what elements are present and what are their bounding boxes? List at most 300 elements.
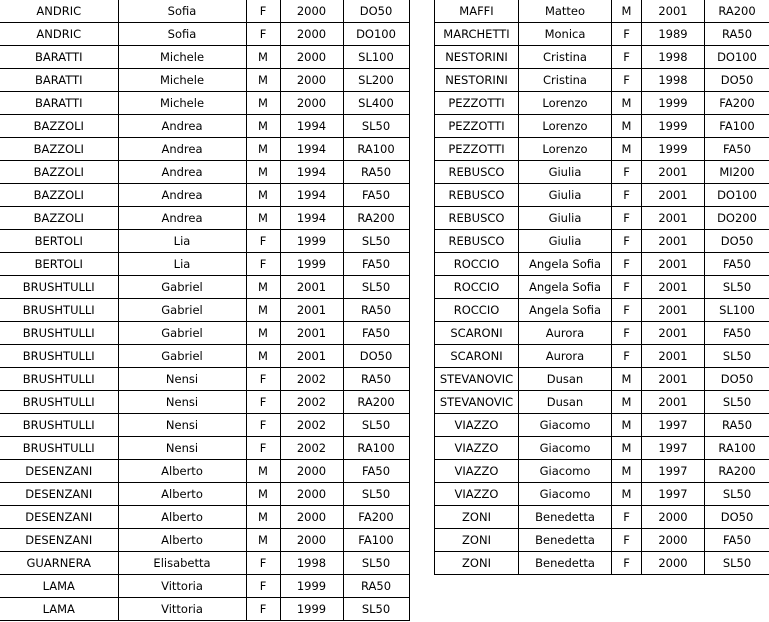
sex-cell: M <box>246 345 280 368</box>
birth-year-cell: 1999 <box>642 115 705 138</box>
surname-cell: BRUSHTULLI <box>0 414 118 437</box>
firstname-cell: Sofia <box>118 0 246 23</box>
surname-cell: BARATTI <box>0 92 118 115</box>
table-row <box>0 598 409 621</box>
birth-year-cell: 2001 <box>642 253 705 276</box>
sex-cell: F <box>612 23 642 46</box>
birth-year-cell: 2000 <box>280 0 343 23</box>
surname-cell: BERTOLI <box>0 253 118 276</box>
event-cell: RA50 <box>343 161 409 184</box>
sex-cell: M <box>246 92 280 115</box>
event-cell: SL50 <box>705 552 769 575</box>
sex-cell: M <box>246 184 280 207</box>
event-cell: RA100 <box>705 437 769 460</box>
firstname-cell: Andrea <box>118 115 246 138</box>
surname-cell: BRUSHTULLI <box>0 322 118 345</box>
sex-cell: F <box>246 23 280 46</box>
event-cell: DO200 <box>705 207 769 230</box>
firstname-cell: Vittoria <box>118 575 246 598</box>
surname-cell: BRUSHTULLI <box>0 368 118 391</box>
surname-cell: BRUSHTULLI <box>0 276 118 299</box>
birth-year-cell: 2001 <box>280 299 343 322</box>
firstname-cell: Michele <box>118 46 246 69</box>
sex-cell: M <box>246 207 280 230</box>
table-row <box>0 299 409 322</box>
table-row <box>435 207 769 230</box>
event-cell: SL50 <box>705 345 769 368</box>
birth-year-cell: 2001 <box>642 345 705 368</box>
table-row <box>435 115 769 138</box>
table-row <box>435 437 769 460</box>
event-cell: FA50 <box>343 322 409 345</box>
firstname-cell: Matteo <box>519 0 612 23</box>
event-cell: FA50 <box>343 460 409 483</box>
table-row <box>435 230 769 253</box>
surname-cell: BAZZOLI <box>0 138 118 161</box>
firstname-cell: Alberto <box>118 483 246 506</box>
sex-cell: M <box>246 529 280 552</box>
firstname-cell: Giulia <box>519 207 612 230</box>
surname-cell: ROCCIO <box>435 276 519 299</box>
surname-cell: LAMA <box>0 598 118 621</box>
birth-year-cell: 2001 <box>642 0 705 23</box>
firstname-cell: Dusan <box>519 391 612 414</box>
table-row <box>0 506 409 529</box>
sex-cell: M <box>246 138 280 161</box>
event-cell: DO50 <box>705 230 769 253</box>
firstname-cell: Angela Sofia <box>519 253 612 276</box>
surname-cell: PEZZOTTI <box>435 92 519 115</box>
firstname-cell: Andrea <box>118 184 246 207</box>
sex-cell: F <box>612 230 642 253</box>
event-cell: SL100 <box>343 46 409 69</box>
surname-cell: LAMA <box>0 575 118 598</box>
sex-cell: M <box>246 322 280 345</box>
surname-cell: VIAZZO <box>435 460 519 483</box>
event-cell: SL50 <box>343 598 409 621</box>
surname-cell: VIAZZO <box>435 414 519 437</box>
sex-cell: F <box>612 299 642 322</box>
event-cell: DO50 <box>705 69 769 92</box>
table-row <box>435 529 769 552</box>
birth-year-cell: 1999 <box>642 138 705 161</box>
firstname-cell: Alberto <box>118 529 246 552</box>
firstname-cell: Andrea <box>118 207 246 230</box>
sex-cell: F <box>612 506 642 529</box>
sex-cell: M <box>612 92 642 115</box>
table-row <box>435 69 769 92</box>
event-cell: RA50 <box>705 414 769 437</box>
event-cell: DO50 <box>705 506 769 529</box>
sex-cell: F <box>612 253 642 276</box>
sex-cell: F <box>612 345 642 368</box>
sex-cell: F <box>246 598 280 621</box>
table-row <box>0 437 409 460</box>
sex-cell: M <box>612 391 642 414</box>
event-cell: RA200 <box>343 207 409 230</box>
birth-year-cell: 2001 <box>642 184 705 207</box>
surname-cell: STEVANOVIC <box>435 391 519 414</box>
firstname-cell: Nensi <box>118 391 246 414</box>
event-cell: SL200 <box>343 69 409 92</box>
table-row <box>0 115 409 138</box>
firstname-cell: Dusan <box>519 368 612 391</box>
table-row <box>435 322 769 345</box>
surname-cell: ZONI <box>435 529 519 552</box>
firstname-cell: Cristina <box>519 69 612 92</box>
firstname-cell: Gabriel <box>118 345 246 368</box>
event-cell: DO100 <box>705 184 769 207</box>
firstname-cell: Giulia <box>519 184 612 207</box>
sex-cell: M <box>246 46 280 69</box>
sex-cell: F <box>612 322 642 345</box>
event-cell: FA100 <box>705 115 769 138</box>
event-cell: RA200 <box>705 460 769 483</box>
birth-year-cell: 2001 <box>280 345 343 368</box>
sex-cell: F <box>612 69 642 92</box>
event-cell: SL50 <box>705 391 769 414</box>
event-cell: FA50 <box>705 138 769 161</box>
table-row <box>0 253 409 276</box>
birth-year-cell: 2001 <box>642 368 705 391</box>
surname-cell: BERTOLI <box>0 230 118 253</box>
sex-cell: F <box>246 437 280 460</box>
sex-cell: F <box>612 529 642 552</box>
birth-year-cell: 1998 <box>642 46 705 69</box>
table-row <box>0 460 409 483</box>
table-row <box>0 368 409 391</box>
sex-cell: F <box>246 368 280 391</box>
surname-cell: SCARONI <box>435 322 519 345</box>
event-cell: RA200 <box>343 391 409 414</box>
firstname-cell: Michele <box>118 92 246 115</box>
sex-cell: F <box>612 46 642 69</box>
surname-cell: REBUSCO <box>435 184 519 207</box>
event-cell: FA50 <box>705 322 769 345</box>
table-row <box>0 552 409 575</box>
event-cell: FA50 <box>705 253 769 276</box>
birth-year-cell: 1997 <box>642 414 705 437</box>
surname-cell: ROCCIO <box>435 299 519 322</box>
table-row <box>0 345 409 368</box>
birth-year-cell: 2000 <box>642 552 705 575</box>
event-cell: SL50 <box>343 414 409 437</box>
birth-year-cell: 2000 <box>280 529 343 552</box>
sex-cell: F <box>612 207 642 230</box>
firstname-cell: Michele <box>118 69 246 92</box>
surname-cell: PEZZOTTI <box>435 138 519 161</box>
surname-cell: VIAZZO <box>435 483 519 506</box>
sex-cell: F <box>246 552 280 575</box>
event-cell: SL100 <box>705 299 769 322</box>
table-row <box>0 69 409 92</box>
surname-cell: DESENZANI <box>0 483 118 506</box>
table-row <box>0 23 409 46</box>
surname-cell: MAFFI <box>435 0 519 23</box>
event-cell: DO100 <box>343 23 409 46</box>
firstname-cell: Benedetta <box>519 552 612 575</box>
table-row <box>0 575 409 598</box>
table-row <box>0 184 409 207</box>
roster-table-right <box>434 0 769 575</box>
table-row <box>435 138 769 161</box>
event-cell: SL50 <box>343 276 409 299</box>
sex-cell: F <box>246 414 280 437</box>
event-cell: FA200 <box>343 506 409 529</box>
firstname-cell: Benedetta <box>519 506 612 529</box>
sex-cell: M <box>612 368 642 391</box>
table-row <box>0 276 409 299</box>
event-cell: RA50 <box>705 23 769 46</box>
birth-year-cell: 2000 <box>642 529 705 552</box>
firstname-cell: Lorenzo <box>519 115 612 138</box>
table-row <box>435 23 769 46</box>
firstname-cell: Andrea <box>118 161 246 184</box>
surname-cell: ZONI <box>435 552 519 575</box>
surname-cell: NESTORINI <box>435 46 519 69</box>
sex-cell: M <box>612 138 642 161</box>
surname-cell: BRUSHTULLI <box>0 345 118 368</box>
birth-year-cell: 2002 <box>280 368 343 391</box>
table-row <box>0 230 409 253</box>
event-cell: RA50 <box>343 575 409 598</box>
event-cell: SL50 <box>343 115 409 138</box>
table-row <box>435 414 769 437</box>
roster-table-right-body <box>435 0 769 575</box>
event-cell: FA50 <box>343 184 409 207</box>
event-cell: FA100 <box>343 529 409 552</box>
event-cell: RA100 <box>343 138 409 161</box>
firstname-cell: Lia <box>118 253 246 276</box>
table-row <box>435 0 769 23</box>
event-cell: DO100 <box>705 46 769 69</box>
event-cell: DO50 <box>343 0 409 23</box>
birth-year-cell: 2001 <box>642 322 705 345</box>
birth-year-cell: 1994 <box>280 115 343 138</box>
surname-cell: VIAZZO <box>435 437 519 460</box>
table-row <box>435 299 769 322</box>
surname-cell: ANDRIC <box>0 23 118 46</box>
surname-cell: REBUSCO <box>435 161 519 184</box>
birth-year-cell: 2002 <box>280 391 343 414</box>
sex-cell: F <box>612 276 642 299</box>
table-row <box>0 322 409 345</box>
table-row <box>0 46 409 69</box>
table-row <box>0 414 409 437</box>
firstname-cell: Angela Sofia <box>519 276 612 299</box>
birth-year-cell: 2000 <box>280 23 343 46</box>
birth-year-cell: 2001 <box>280 276 343 299</box>
sex-cell: F <box>612 184 642 207</box>
firstname-cell: Nensi <box>118 414 246 437</box>
event-cell: DO50 <box>343 345 409 368</box>
table-row <box>435 460 769 483</box>
table-row <box>0 529 409 552</box>
birth-year-cell: 2002 <box>280 414 343 437</box>
surname-cell: BRUSHTULLI <box>0 299 118 322</box>
birth-year-cell: 2000 <box>280 69 343 92</box>
birth-year-cell: 1998 <box>280 552 343 575</box>
birth-year-cell: 2001 <box>642 161 705 184</box>
birth-year-cell: 2001 <box>642 391 705 414</box>
surname-cell: SCARONI <box>435 345 519 368</box>
birth-year-cell: 2001 <box>280 322 343 345</box>
surname-cell: BARATTI <box>0 46 118 69</box>
firstname-cell: Benedetta <box>519 529 612 552</box>
firstname-cell: Lia <box>118 230 246 253</box>
birth-year-cell: 2001 <box>642 276 705 299</box>
table-row <box>0 161 409 184</box>
birth-year-cell: 2000 <box>280 46 343 69</box>
birth-year-cell: 2000 <box>280 92 343 115</box>
sex-cell: F <box>246 391 280 414</box>
table-row <box>435 552 769 575</box>
table-row <box>435 161 769 184</box>
sex-cell: M <box>246 69 280 92</box>
sex-cell: F <box>612 161 642 184</box>
table-row <box>0 207 409 230</box>
event-cell: RA200 <box>705 0 769 23</box>
birth-year-cell: 1997 <box>642 483 705 506</box>
sex-cell: M <box>612 115 642 138</box>
surname-cell: PEZZOTTI <box>435 115 519 138</box>
birth-year-cell: 2001 <box>642 207 705 230</box>
event-cell: SL50 <box>343 483 409 506</box>
birth-year-cell: 1999 <box>642 92 705 115</box>
firstname-cell: Giacomo <box>519 460 612 483</box>
table-row <box>435 345 769 368</box>
firstname-cell: Angela Sofia <box>519 299 612 322</box>
surname-cell: DESENZANI <box>0 506 118 529</box>
surname-cell: BAZZOLI <box>0 161 118 184</box>
firstname-cell: Giacomo <box>519 483 612 506</box>
birth-year-cell: 1994 <box>280 184 343 207</box>
table-row <box>0 483 409 506</box>
event-cell: FA50 <box>705 529 769 552</box>
surname-cell: DESENZANI <box>0 460 118 483</box>
table-row <box>435 483 769 506</box>
sex-cell: F <box>246 230 280 253</box>
surname-cell: DESENZANI <box>0 529 118 552</box>
surname-cell: STEVANOVIC <box>435 368 519 391</box>
table-row <box>435 46 769 69</box>
surname-cell: REBUSCO <box>435 230 519 253</box>
surname-cell: BRUSHTULLI <box>0 437 118 460</box>
firstname-cell: Elisabetta <box>118 552 246 575</box>
firstname-cell: Gabriel <box>118 276 246 299</box>
table-row <box>435 506 769 529</box>
birth-year-cell: 1994 <box>280 161 343 184</box>
surname-cell: MARCHETTI <box>435 23 519 46</box>
firstname-cell: Gabriel <box>118 299 246 322</box>
surname-cell: BAZZOLI <box>0 115 118 138</box>
firstname-cell: Alberto <box>118 460 246 483</box>
sex-cell: F <box>612 552 642 575</box>
firstname-cell: Vittoria <box>118 598 246 621</box>
sex-cell: M <box>246 161 280 184</box>
event-cell: RA50 <box>343 368 409 391</box>
sex-cell: M <box>246 483 280 506</box>
sex-cell: M <box>612 0 642 23</box>
table-row <box>435 391 769 414</box>
table-row <box>435 92 769 115</box>
birth-year-cell: 1998 <box>642 69 705 92</box>
table-row <box>0 0 409 23</box>
event-cell: MI200 <box>705 161 769 184</box>
event-cell: DO50 <box>705 368 769 391</box>
birth-year-cell: 1999 <box>280 230 343 253</box>
sex-cell: M <box>612 483 642 506</box>
sex-cell: F <box>246 253 280 276</box>
event-cell: FA200 <box>705 92 769 115</box>
sex-cell: M <box>246 460 280 483</box>
sex-cell: M <box>246 276 280 299</box>
firstname-cell: Monica <box>519 23 612 46</box>
birth-year-cell: 2000 <box>280 483 343 506</box>
sex-cell: M <box>612 414 642 437</box>
event-cell: SL400 <box>343 92 409 115</box>
firstname-cell: Nensi <box>118 437 246 460</box>
surname-cell: BAZZOLI <box>0 184 118 207</box>
table-row <box>0 138 409 161</box>
sex-cell: M <box>612 460 642 483</box>
surname-cell: ZONI <box>435 506 519 529</box>
firstname-cell: Giacomo <box>519 414 612 437</box>
firstname-cell: Giacomo <box>519 437 612 460</box>
firstname-cell: Lorenzo <box>519 138 612 161</box>
firstname-cell: Sofia <box>118 23 246 46</box>
table-row <box>0 92 409 115</box>
firstname-cell: Andrea <box>118 138 246 161</box>
firstname-cell: Gabriel <box>118 322 246 345</box>
birth-year-cell: 1999 <box>280 598 343 621</box>
firstname-cell: Lorenzo <box>519 92 612 115</box>
surname-cell: BAZZOLI <box>0 207 118 230</box>
sex-cell: M <box>246 299 280 322</box>
surname-cell: ROCCIO <box>435 253 519 276</box>
surname-cell: NESTORINI <box>435 69 519 92</box>
table-row <box>0 391 409 414</box>
event-cell: FA50 <box>343 253 409 276</box>
event-cell: SL50 <box>705 276 769 299</box>
birth-year-cell: 1997 <box>642 437 705 460</box>
sex-cell: M <box>246 506 280 529</box>
firstname-cell: Cristina <box>519 46 612 69</box>
birth-year-cell: 2001 <box>642 230 705 253</box>
sex-cell: M <box>612 437 642 460</box>
surname-cell: GUARNERA <box>0 552 118 575</box>
birth-year-cell: 1994 <box>280 138 343 161</box>
birth-year-cell: 2002 <box>280 437 343 460</box>
event-cell: SL50 <box>343 552 409 575</box>
sex-cell: M <box>246 115 280 138</box>
sex-cell: F <box>246 575 280 598</box>
surname-cell: ANDRIC <box>0 0 118 23</box>
birth-year-cell: 1997 <box>642 460 705 483</box>
firstname-cell: Giulia <box>519 161 612 184</box>
firstname-cell: Aurora <box>519 322 612 345</box>
birth-year-cell: 2000 <box>280 460 343 483</box>
table-row <box>435 368 769 391</box>
event-cell: SL50 <box>705 483 769 506</box>
firstname-cell: Alberto <box>118 506 246 529</box>
birth-year-cell: 1999 <box>280 253 343 276</box>
surname-cell: BARATTI <box>0 69 118 92</box>
table-row <box>435 276 769 299</box>
birth-year-cell: 1994 <box>280 207 343 230</box>
birth-year-cell: 2000 <box>280 506 343 529</box>
firstname-cell: Nensi <box>118 368 246 391</box>
